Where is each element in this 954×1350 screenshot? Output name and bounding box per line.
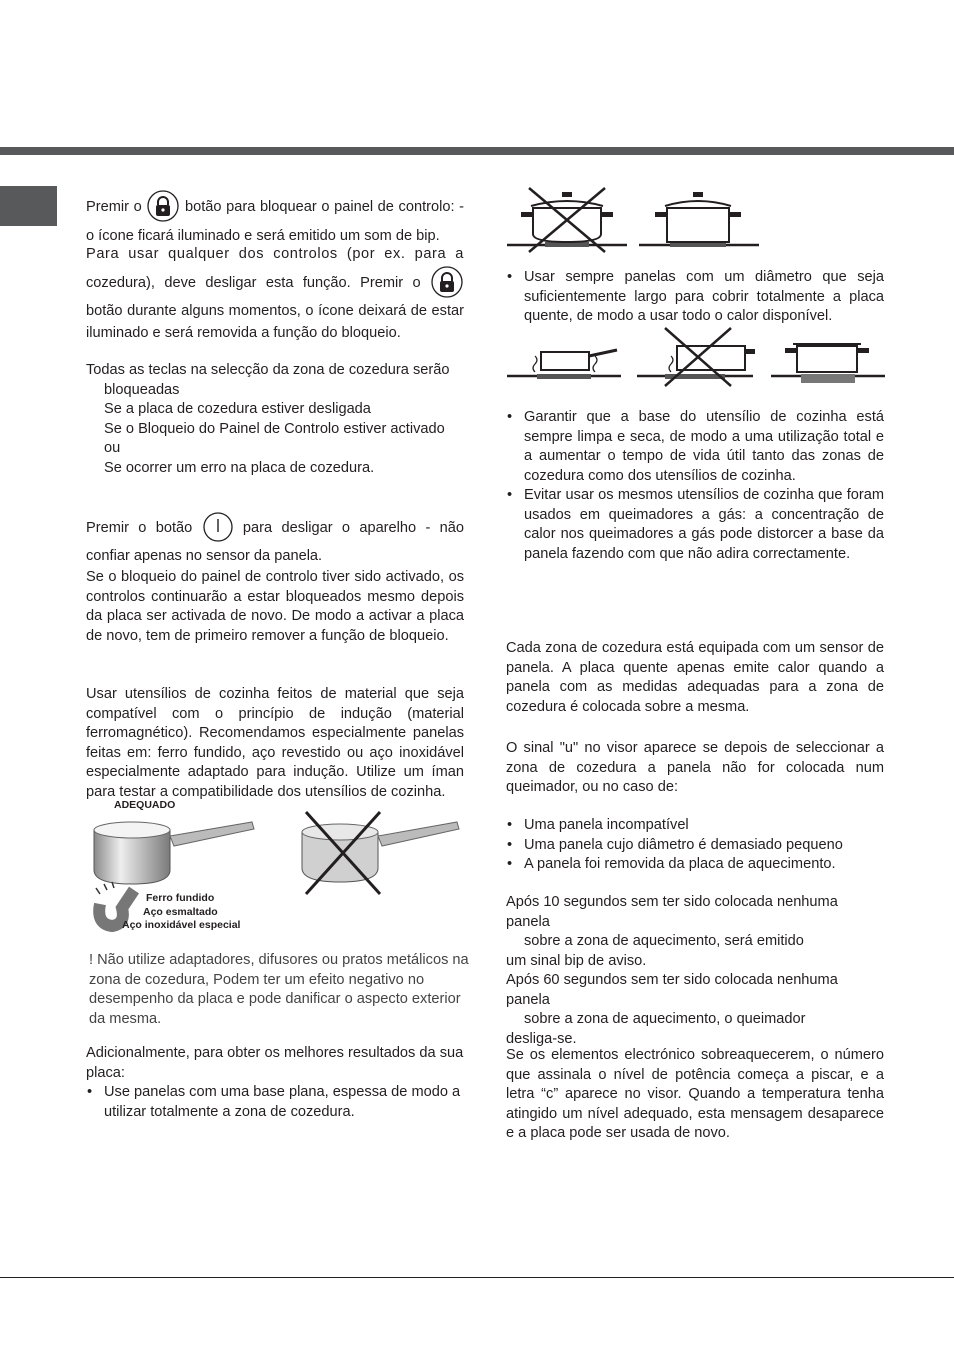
cookware-text: Usar utensílios de cozinha feitos de material que seja compatível com o princípio de indução (material ferromagnético). Recomendamos especialmente panelas feitas em: ferro fundido, aço revestido ou aço inoxidável especialmente adaptado para indução. Utilize um íman para testar a compatibilidade dos utensílios de cozinha. [86,686,464,800]
lock-icon [146,190,180,224]
power-text-3: Se o bloqueio do painel de controlo tiver sido activado, os controlos continuarão a estar bloqueados mesmo depois da placa ser activada de novo. De modo a activar a placa de novo, tem de primeiro remover a função de bloqueio. [86,569,464,644]
timeout-section [506,893,884,1049]
lock-section-2 [86,266,464,344]
lock-icon-2 [430,266,464,300]
timeout-text: desliga-se. [506,1030,577,1047]
lock-text-3: Para usar qualquer dos controlos (por ex. para a [86,246,464,262]
additional-text: Adicionalmente, para obter os melhores resultados da sua placa: [86,1045,464,1081]
list-item: • Use panelas com uma base plana, espessa de modo a utilizar totalmente a zona de cozedura. [86,1083,464,1122]
lock-section [86,190,464,248]
diameter-section [506,268,884,327]
timeout-text: um sinal bip de aviso. [506,952,647,969]
lock-text-2: botão para bloquear o painel de controlo: -o ícone ficará iluminado e será emitido um som de bip. [86,198,464,244]
list-item: • Evitar usar os mesmos utensílios de cozinha que foram usados em queimadores a gás: a concentração de calor nos queimadores a gás pode distorcer a base da panela fazendo com que não adira correctamente. [506,486,884,564]
list-item: • Uma panela cujo diâmetro é demasiado pequeno [506,836,884,856]
pan-base-illustration [505,324,889,392]
lock-text-4: cozedura), deve desligar esta função. Premir o [86,274,421,291]
power-text-1: Premir o botão [86,519,193,536]
list-item: • Garantir que a base do utensílio de cozinha está sempre limpa e seca, de modo a uma utilização total e a aumentar o tempo de vida útil tanto das zonas de cozedura como dos utensílios de cozinha. [506,408,884,486]
lock-text-1: Premir o [86,198,142,215]
footer-rule [0,1277,954,1278]
list-item: • Uma panela incompatível [506,816,884,836]
lock-text-5: botão durante alguns momentos, o ícone deixará de estar iluminado e será removida a função do bloqueio. [86,303,464,341]
timeout-text: Após 10 segundos sem ter sido colocada nenhuma panela [506,894,838,930]
signal-text: O sinal "u" no visor aparece se depois de seleccionar a zona de cozedura a panela não for colocada num queimador, ou no caso de: [506,740,884,795]
timeout-text: Após 60 segundos sem ter sido colocada nenhuma panela [506,972,838,1008]
blocked-item: Se a placa de cozedura estiver desligada [104,401,371,417]
material-label: Aço esmaltado [143,906,218,918]
list-item: • A panela foi removida da placa de aquecimento. [506,855,884,875]
material-label: Ferro fundido [146,892,215,904]
additional-section [86,1044,464,1122]
overheat-text: Se os elementos electrónico sobreaquecerem, o número que assinala o nível de potência começa a piscar, e a letra “c” aparece no visor. Quando a temperatura tenha atingido um nível adequado, esta mensagem desaparece e a placa pode ser usada de novo. [506,1047,884,1141]
power-text-2: para desligar o aparelho - não confiar apenas no sensor da panela. [86,519,464,564]
signal-list [506,816,884,875]
blocked-intro: Todas as teclas na selecção da zona de cozedura serão [86,362,450,378]
blocked-item: ou [104,440,121,456]
header-bar [0,147,954,155]
care-section [506,408,884,564]
side-tab [0,186,57,226]
blocked-item: bloqueadas [104,381,180,398]
power-section [86,512,464,646]
adequado-label: ADEQUADO [114,799,176,811]
pan-size-illustration [505,186,765,258]
timeout-text: sobre a zona de aquecimento, o queimador [524,1011,806,1027]
blocked-item: Se o Bloqueio do Painel de Controlo estiver activado [104,420,445,437]
power-icon [202,512,234,544]
sensor-text: Cada zona de cozedura está equipada com um sensor de panela. A placa quente apenas emite calor quando a panela com as medidas adequadas para a zona de cozedura é colocada sobre a mesma. [506,640,884,715]
list-item: • Usar sempre panelas com um diâmetro que seja suficientemente largo para cobrir totalmente a placa quente, de modo a usar todo o calor disponível. [506,268,884,327]
warning-text: ! Não utilize adaptadores, difusores ou pratos metálicos na zona de cozedura, Podem ter um efeito negativo no desempenho da placa e pode danificar o aspecto exterior da mesma. [89,952,469,1027]
timeout-text: sobre a zona de aquecimento, será emitido [524,933,804,949]
blocked-section [86,361,464,478]
material-label: Aço inoxidável especial [122,919,241,931]
unsuitable-pan-illustration [292,810,464,900]
blocked-item: Se ocorrer um erro na placa de cozedura. [104,459,375,476]
